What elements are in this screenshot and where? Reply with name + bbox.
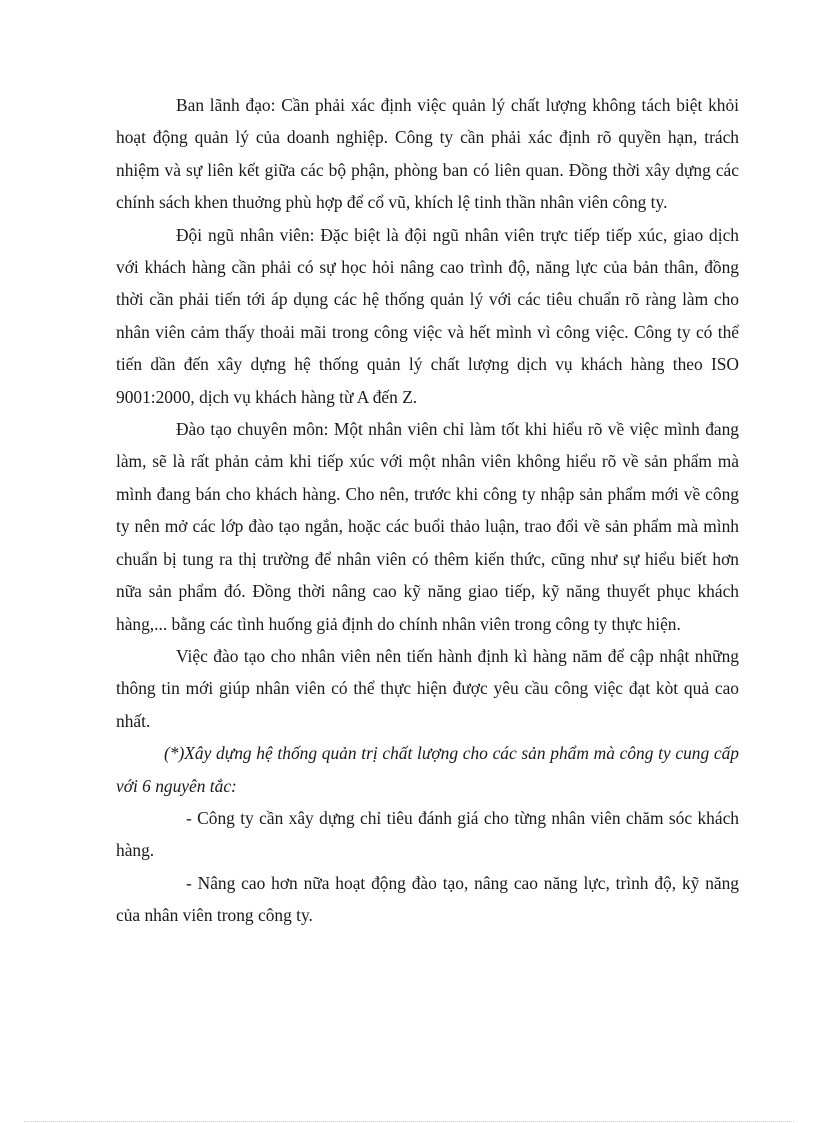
quality-system-heading: (*)Xây dựng hệ thống quản trị chất lượng cho các sản phẩm mà công ty cung cấp với 6 nguyên tắc: <box>116 743 739 796</box>
paragraph-leadership: Ban lãnh đạo: Cần phải xác định việc quản lý chất lượng không tách biệt khỏi hoạt động quản lý của doanh nghiệp. Công ty cần phải xác định rõ quyền hạn, trách nhiệm và sự liên kết giữa các bộ phận, phòng ban có liên quan. Đồng thời xây dựng các chính sách khen thuởng phù hợp để cổ vũ, khích lệ tinh thần nhân viên công ty. <box>116 95 739 213</box>
paragraph-training: Đào tạo chuyên môn: Một nhân viên chỉ làm tốt khi hiểu rõ về việc mình đang làm, sẽ là rất phản cảm khi tiếp xúc với một nhân viên không hiểu rõ về sản phẩm mà mình đang bán cho khách hàng. Cho nên, trước khi công ty nhập sản phẩm mới về công ty nên mở các lớp đào tạo ngắn, hoặc các buổi thảo luận, trao đổi về sản phẩm mà mình chuẩn bị tung ra thị trường để nhân viên có thêm kiến thức, cũng như sự hiểu biết hơn nữa sản phẩm đó. Đồng thời nâng cao kỹ năng giao tiếp, kỹ năng thuyết phục khách hàng,... bằng các tình huống giả định do chính nhân viên trong công ty thực hiện. <box>116 419 739 634</box>
paragraph-annual-training: Việc đào tạo cho nhân viên nên tiến hành định kì hàng năm để cập nhật những thông tin mới giúp nhân viên có thể thực hiện được yêu cầu công việc đạt kòt quả cao nhất. <box>116 645 739 731</box>
footer-divider <box>24 1121 794 1122</box>
document-body <box>116 89 739 932</box>
bullet-item: - Nâng cao hơn nữa hoạt động đào tạo, nâng cao năng lực, trình độ, kỹ năng của nhân viên trong công ty. <box>116 872 739 926</box>
bullet-item: - Công ty cần xây dựng chỉ tiêu đánh giá cho từng nhân viên chăm sóc khách hàng. <box>116 807 739 861</box>
paragraph-staff: Đội ngũ nhân viên: Đặc biệt là đội ngũ nhân viên trực tiếp tiếp xúc, giao dịch với khách hàng cần phải có sự học hỏi nâng cao trình độ, năng lực của bản thân, đồng thời cần phải tiến tới áp dụng các hệ thống quản lý với các tiêu chuẩn rõ ràng làm cho nhân viên cảm thấy thoải mãi trong công việc và hết mình vì công việc. Công ty có thể tiến dần đến xây dựng hệ thống quản lý chất lượng dịch vụ khách hàng theo ISO 9001:2000, dịch vụ khách hàng từ A đến Z. <box>116 224 739 407</box>
